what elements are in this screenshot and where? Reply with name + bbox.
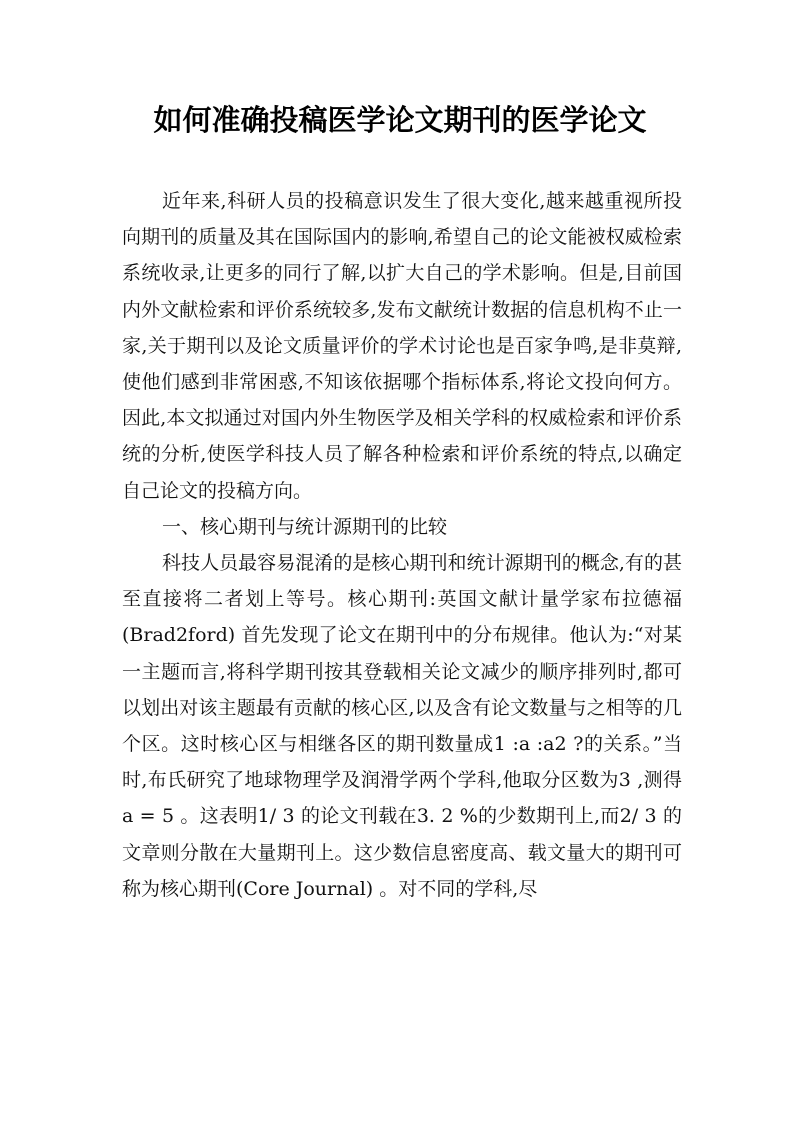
section-paragraph: 科技人员最容易混淆的是核心期刊和统计源期刊的概念,有的甚至直接将二者划上等号。核心期刊:英国文献计量学家布拉德福(Brad2ford) 首先发现了论文在期刊中的分布规律。他认为:“对某一主题而言,将科学期刊按其登载相关论文减少的顺序排列时,都可以划出对该主题最有贡献的核心区,以及含有论文数量与之相等的几个区。这时核心区与相继各区的期刊数量成1 :a :a2 ?的关系。”当时,布氏研究了地球物理学及润滑学两个学科,他取分区数为3 ,测得a = 5 。这表明1/ 3 的论文刊载在3. 2 %的少数期刊上,而2/ 3 的文章则分散在大量期刊上。这少数信息密度高、载文量大的期刊可称为核心期刊(Core Journal) 。对不同的学科,尽	[122, 552, 682, 900]
document-body	[122, 183, 682, 907]
section-heading: 一、核心期刊与统计源期刊的比较	[162, 515, 448, 538]
intro-paragraph: 近年来,科研人员的投稿意识发生了很大变化,越来越重视所投向期刊的质量及其在国际国内的影响,希望自己的论文能被权威检索系统收录,让更多的同行了解,以扩大自己的学术影响。但是,目前国内外文献检索和评价系统较多,发布文献统计数据的信息机构不止一家,关于期刊以及论文质量评价的学术讨论也是百家争鸣,是非莫辩,使他们感到非常困惑,不知该依据哪个指标体系,将论文投向何方。因此,本文拟通过对国内外生物医学及相关学科的权威检索和评价系统的分析,使医学科技人员了解各种检索和评价系统的特点,以确定自己论文的投稿方向。	[122, 190, 682, 502]
document-title: 如何准确投稿医学论文期刊的医学论文	[153, 103, 647, 137]
